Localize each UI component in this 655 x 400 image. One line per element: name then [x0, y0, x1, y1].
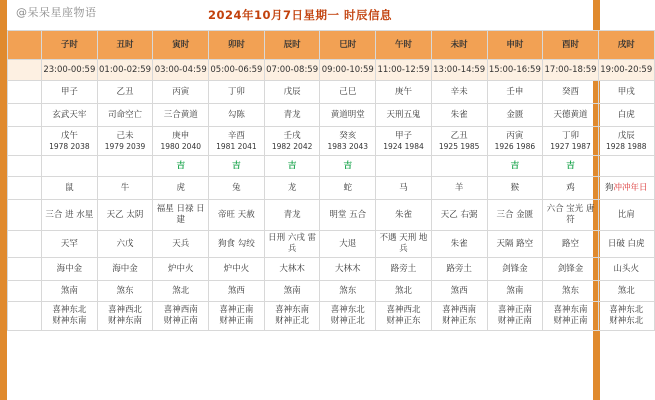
row-time-range-cell: 15:00-16:59	[487, 60, 543, 81]
row-star-secondary-cell: 日刑 六戌 雷兵	[264, 231, 320, 258]
row-chong-cell: 戊辰 1928 1988	[598, 127, 654, 156]
row-shen-cell: 天刑五鬼	[376, 104, 432, 127]
row-ganzhi-cell: 戊辰	[264, 81, 320, 104]
row-time-range-cell: 11:00-12:59	[376, 60, 432, 81]
row-jixiong-cell: 吉	[264, 156, 320, 177]
row-hour-cell: 巳时	[320, 31, 376, 60]
row-animal-cell: 牛	[97, 177, 153, 200]
row-naiyin-cell: 炉中火	[153, 258, 209, 281]
row-shen-cell: 金匮	[487, 104, 543, 127]
row-naiyin-cell: 炉中火	[209, 258, 265, 281]
row-shen-cell: 白虎	[598, 104, 654, 127]
row-jixiong-label	[8, 156, 42, 177]
row-shen-cell: 青龙	[264, 104, 320, 127]
row-star-primary-cell: 六合 宝光 唐符	[543, 200, 599, 231]
row-jixiong-cell	[42, 156, 98, 177]
row-jixiong-cell	[376, 156, 432, 177]
row-chong	[8, 127, 655, 156]
row-star-primary-cell: 福星 日禄 日建	[153, 200, 209, 231]
table-body	[8, 31, 655, 331]
row-jixiong-cell: 吉	[153, 156, 209, 177]
row-star-primary-cell: 明堂 五合	[320, 200, 376, 231]
row-xishen	[8, 302, 655, 331]
row-animal-cell: 鸡	[543, 177, 599, 200]
row-naiyin-cell: 剑锋金	[487, 258, 543, 281]
row-animal-cell: 蛇	[320, 177, 376, 200]
row-animal-cell: 龙	[264, 177, 320, 200]
row-chong-cell: 辛酉 1981 2041	[209, 127, 265, 156]
row-time-range-cell: 17:00-18:59	[543, 60, 599, 81]
row-animal-cell: 狗冲冲年日	[598, 177, 654, 200]
row-star-primary-cell: 天乙 右弼	[431, 200, 487, 231]
row-xishen-cell: 喜神西南 财神正南	[153, 302, 209, 331]
row-jixiong-cell: 吉	[487, 156, 543, 177]
row-chong-cell: 己未 1979 2039	[97, 127, 153, 156]
row-naiyin-cell: 大林木	[264, 258, 320, 281]
row-star-primary-label	[8, 200, 42, 231]
row-shen-cell: 司命空亡	[97, 104, 153, 127]
row-xishen-cell: 喜神东北 财神东南	[42, 302, 98, 331]
row-hour-cell: 卯时	[209, 31, 265, 60]
row-xishen-label	[8, 302, 42, 331]
row-star-primary-cell: 天乙 太阴	[97, 200, 153, 231]
row-xishen-cell: 喜神东南 财神正南	[543, 302, 599, 331]
row-ganzhi-cell: 庚午	[376, 81, 432, 104]
row-fangwei	[8, 281, 655, 302]
row-naiyin-cell: 路旁土	[431, 258, 487, 281]
row-star-primary-cell: 比肩	[598, 200, 654, 231]
row-shen-label	[8, 104, 42, 127]
row-animal-label	[8, 177, 42, 200]
row-jixiong-cell	[598, 156, 654, 177]
row-ganzhi-label	[8, 81, 42, 104]
row-time-range-cell: 05:00-06:59	[209, 60, 265, 81]
row-star-secondary-cell: 六戊	[97, 231, 153, 258]
row-ganzhi	[8, 81, 655, 104]
row-animal-cell: 兔	[209, 177, 265, 200]
row-xishen-cell: 喜神西北 财神东南	[97, 302, 153, 331]
row-jixiong-cell: 吉	[320, 156, 376, 177]
row-fangwei-label	[8, 281, 42, 302]
row-time-range-cell: 19:00-20:59	[598, 60, 654, 81]
row-xishen-cell: 喜神正南 财神正南	[209, 302, 265, 331]
row-ganzhi-cell: 己巳	[320, 81, 376, 104]
row-shen-cell: 朱雀	[431, 104, 487, 127]
row-time-range-cell: 23:00-00:59	[42, 60, 98, 81]
row-xishen-cell: 喜神正南 财神正南	[487, 302, 543, 331]
row-chong-cell: 戊午 1978 2038	[42, 127, 98, 156]
row-hour-cell: 未时	[431, 31, 487, 60]
row-chong-cell: 庚申 1980 2040	[153, 127, 209, 156]
row-shen-cell: 三合黄道	[153, 104, 209, 127]
row-hour-cell: 申时	[487, 31, 543, 60]
row-star-secondary-cell: 不遇 天刑 地兵	[376, 231, 432, 258]
row-animal-cell: 猴	[487, 177, 543, 200]
row-fangwei-cell: 煞北	[153, 281, 209, 302]
row-xishen-cell: 喜神东北 财神正北	[320, 302, 376, 331]
row-naiyin-cell: 大林木	[320, 258, 376, 281]
row-animal-cell: 马	[376, 177, 432, 200]
row-hour-cell: 寅时	[153, 31, 209, 60]
row-fangwei-cell: 煞西	[209, 281, 265, 302]
page-title: 2024年10月7日星期一 时辰信息	[207, 8, 392, 22]
row-hour	[8, 31, 655, 60]
row-time-range-cell: 03:00-04:59	[153, 60, 209, 81]
row-fangwei-cell: 煞西	[431, 281, 487, 302]
row-hour-cell: 午时	[376, 31, 432, 60]
row-star-secondary-cell: 天隔 路空	[487, 231, 543, 258]
row-chong-cell: 甲子 1924 1984	[376, 127, 432, 156]
row-shen-cell: 玄武天牢	[42, 104, 98, 127]
row-star-primary-cell: 青龙	[264, 200, 320, 231]
row-star-secondary-cell: 路空	[543, 231, 599, 258]
row-fangwei-cell: 煞东	[320, 281, 376, 302]
row-ganzhi-cell: 乙丑	[97, 81, 153, 104]
row-star-secondary-cell: 大退	[320, 231, 376, 258]
row-ganzhi-cell: 丁卯	[209, 81, 265, 104]
row-ganzhi-cell: 癸酉	[543, 81, 599, 104]
row-ganzhi-cell: 辛未	[431, 81, 487, 104]
row-naiyin-cell: 剑锋金	[543, 258, 599, 281]
row-ganzhi-cell: 甲戌	[598, 81, 654, 104]
hour-info-table	[7, 30, 655, 331]
row-shen-cell: 勾陈	[209, 104, 265, 127]
row-star-secondary-cell: 日破 白虎	[598, 231, 654, 258]
row-fangwei-cell: 煞南	[42, 281, 98, 302]
row-time-range	[8, 60, 655, 81]
row-jixiong	[8, 156, 655, 177]
row-star-primary-cell: 朱雀	[376, 200, 432, 231]
row-animal-cell: 虎	[153, 177, 209, 200]
row-animal-cell: 羊	[431, 177, 487, 200]
row-hour-cell: 辰时	[264, 31, 320, 60]
row-time-range-cell: 09:00-10:59	[320, 60, 376, 81]
row-jixiong-cell: 吉	[209, 156, 265, 177]
row-star-secondary	[8, 231, 655, 258]
row-hour-label	[8, 31, 42, 60]
row-star-secondary-cell: 狗食 勾绞	[209, 231, 265, 258]
row-star-secondary-cell: 天兵	[153, 231, 209, 258]
row-xishen-cell: 喜神西南 财神正东	[431, 302, 487, 331]
row-star-secondary-cell: 朱雀	[431, 231, 487, 258]
row-xishen-cell: 喜神东南 财神正北	[264, 302, 320, 331]
row-star-secondary-cell: 天罕	[42, 231, 98, 258]
row-chong-label	[8, 127, 42, 156]
row-time-range-cell: 13:00-14:59	[431, 60, 487, 81]
row-ganzhi-cell: 壬申	[487, 81, 543, 104]
row-jixiong-cell	[97, 156, 153, 177]
row-jixiong-cell: 吉	[543, 156, 599, 177]
row-chong-cell: 丁卯 1927 1987	[543, 127, 599, 156]
row-ganzhi-cell: 甲子	[42, 81, 98, 104]
row-fangwei-cell: 煞北	[598, 281, 654, 302]
row-hour-cell: 戌时	[598, 31, 654, 60]
row-xishen-cell: 喜神东北 财神东北	[598, 302, 654, 331]
row-star-primary-cell: 三合 进 水星	[42, 200, 98, 231]
row-hour-cell: 子时	[42, 31, 98, 60]
row-star-primary-cell: 三合 金匮	[487, 200, 543, 231]
row-fangwei-cell: 煞东	[97, 281, 153, 302]
row-animal	[8, 177, 655, 200]
row-star-primary	[8, 200, 655, 231]
row-star-primary-cell: 帝旺 天赦	[209, 200, 265, 231]
row-naiyin-cell: 山头火	[598, 258, 654, 281]
row-naiyin-label	[8, 258, 42, 281]
row-naiyin-cell: 路旁土	[376, 258, 432, 281]
row-shen-cell: 黄道明堂	[320, 104, 376, 127]
row-fangwei-cell: 煞南	[264, 281, 320, 302]
watermark-label: @呆呆星座物语	[16, 6, 97, 19]
row-animal-cell: 鼠	[42, 177, 98, 200]
row-fangwei-cell: 煞北	[376, 281, 432, 302]
row-jixiong-cell	[431, 156, 487, 177]
row-naiyin-cell: 海中金	[97, 258, 153, 281]
row-time-range-cell: 07:00-08:59	[264, 60, 320, 81]
row-fangwei-cell: 煞东	[543, 281, 599, 302]
row-time-range-label	[8, 60, 42, 81]
row-chong-cell: 丙寅 1926 1986	[487, 127, 543, 156]
row-star-secondary-label	[8, 231, 42, 258]
row-ganzhi-cell: 丙寅	[153, 81, 209, 104]
row-hour-cell: 酉时	[543, 31, 599, 60]
row-shen	[8, 104, 655, 127]
row-naiyin	[8, 258, 655, 281]
row-time-range-cell: 01:00-02:59	[97, 60, 153, 81]
row-fangwei-cell: 煞南	[487, 281, 543, 302]
row-hour-cell: 丑时	[97, 31, 153, 60]
row-xishen-cell: 喜神西北 财神正东	[376, 302, 432, 331]
row-naiyin-cell: 海中金	[42, 258, 98, 281]
row-chong-cell: 乙丑 1925 1985	[431, 127, 487, 156]
row-chong-cell: 癸亥 1983 2043	[320, 127, 376, 156]
row-shen-cell: 天德黄道	[543, 104, 599, 127]
row-chong-cell: 壬戌 1982 2042	[264, 127, 320, 156]
